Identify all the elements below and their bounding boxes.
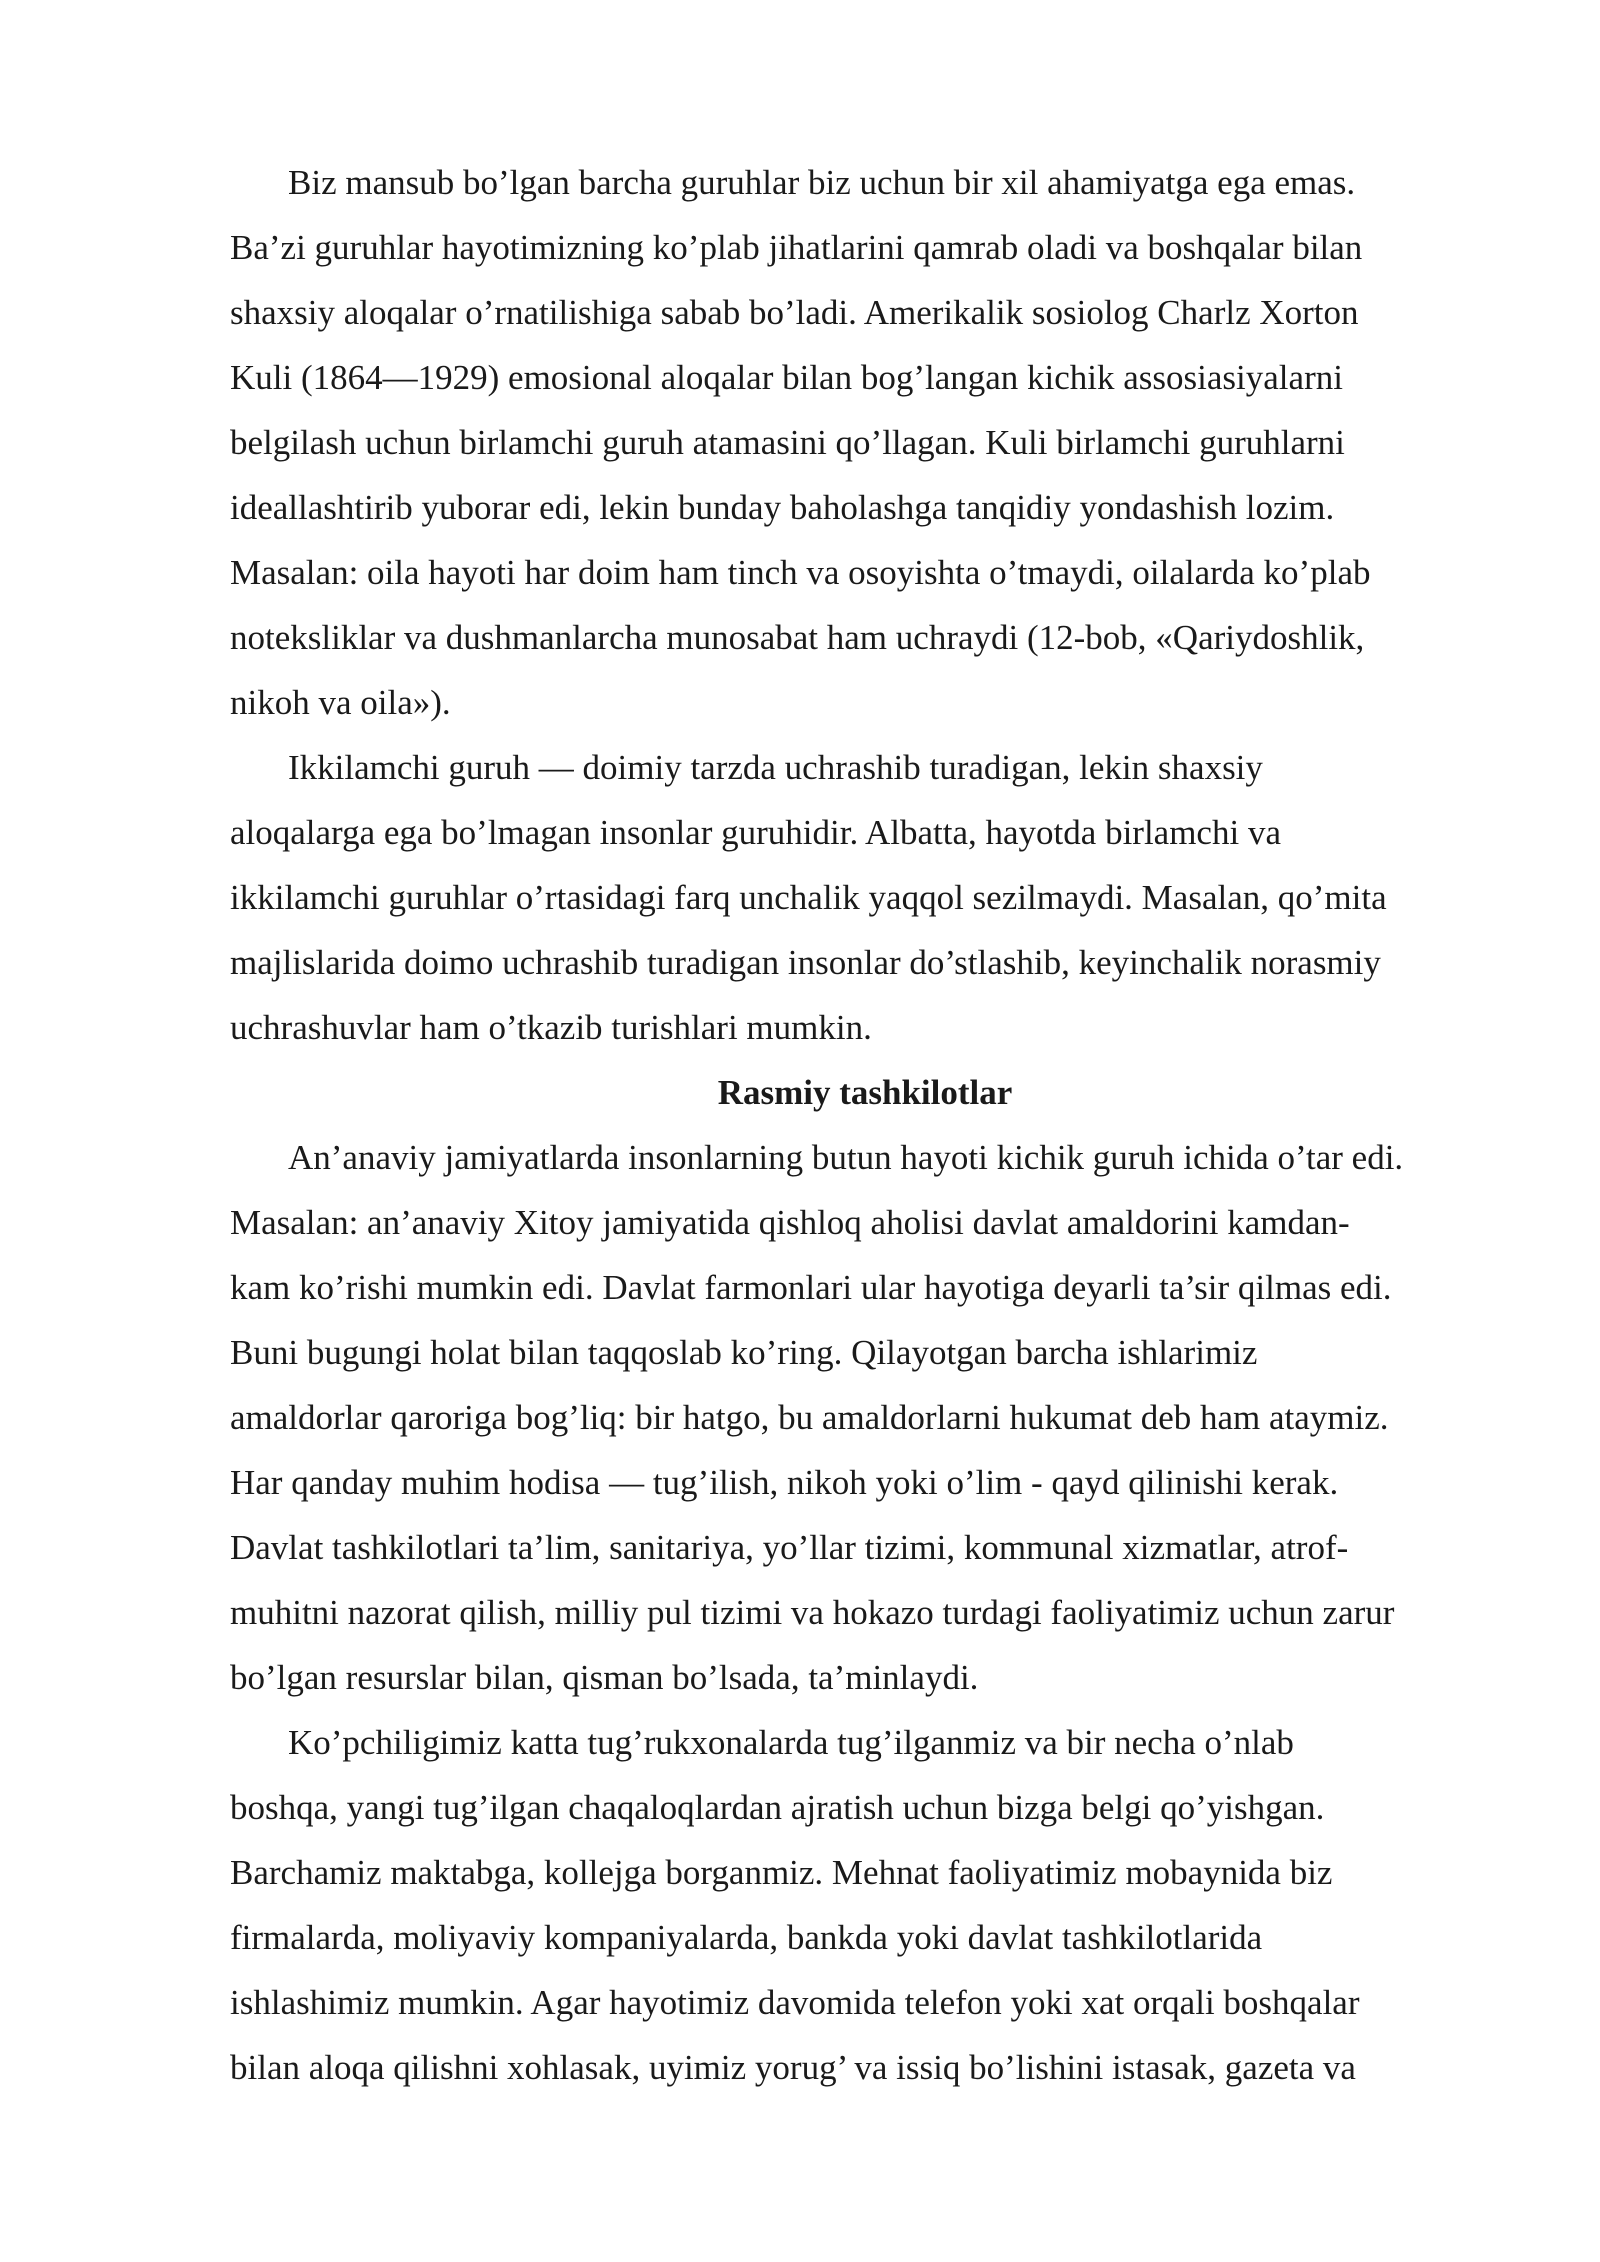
- text-line: Masalan: oila hayoti har doim ham tinch va osoyishta o’tmaydi, oilalarda ko’plab: [230, 553, 1371, 592]
- text-line: Kuli (1864—1929) emosional aloqalar bilan bog’langan kichik assosiasiyalarni: [230, 358, 1343, 397]
- text-line: belgilash uchun birlamchi guruh atamasini qo’llagan. Kuli birlamchi guruhlarni: [230, 423, 1345, 462]
- text-line: boshqa, yangi tug’ilgan chaqaloqlardan ajratish uchun bizga belgi qo’yishgan.: [230, 1788, 1325, 1827]
- document-page: [230, 150, 1500, 2100]
- text-line: Masalan: an’anaviy Xitoy jamiyatida qishloq aholisi davlat amaldorini kamdan-: [230, 1203, 1350, 1242]
- text-line: nikoh va oila»).: [230, 683, 451, 722]
- text-line: amaldorlar qaroriga bog’liq: bir hatgo, bu amaldorlarni hukumat deb ham ataymiz.: [230, 1398, 1389, 1437]
- text-line: ikkilamchi guruhlar o’rtasidagi farq unchalik yaqqol sezilmaydi. Masalan, qo’mita: [230, 878, 1387, 917]
- text-line: muhitni nazorat qilish, milliy pul tizimi va hokazo turdagi faoliyatimiz uchun zarur: [230, 1593, 1395, 1632]
- text-line: Ko’pchiligimiz katta tug’rukxonalarda tug’ilganmiz va bir necha o’nlab: [288, 1723, 1294, 1762]
- text-line: aloqalarga ega bo’lmagan insonlar guruhidir. Albatta, hayotda birlamchi va: [230, 813, 1281, 852]
- text-line: An’anaviy jamiyatlarda insonlarning butun hayoti kichik guruh ichida o’tar edi.: [288, 1138, 1404, 1177]
- text-line: Har qanday muhim hodisa — tug’ilish, nikoh yoki o’lim - qayd qilinishi kerak.: [230, 1463, 1339, 1502]
- text-line: bilan aloqa qilishni xohlasak, uyimiz yorug’ va issiq bo’lishini istasak, gazeta va: [230, 2048, 1356, 2087]
- text-line: Ikkilamchi guruh — doimiy tarzda uchrashib turadigan, lekin shaxsiy: [288, 748, 1263, 787]
- text-line: kam ko’rishi mumkin edi. Davlat farmonlari ular hayotiga deyarli ta’sir qilmas edi.: [230, 1268, 1392, 1307]
- text-line: Biz mansub bo’lgan barcha guruhlar biz uchun bir xil ahamiyatga ega emas.: [288, 163, 1356, 202]
- text-line: shaxsiy aloqalar o’rnatilishiga sabab bo’ladi. Amerikalik sosiolog Charlz Xorton: [230, 293, 1359, 332]
- text-line: uchrashuvlar ham o’tkazib turishlari mumkin.: [230, 1008, 872, 1047]
- text-line: Ba’zi guruhlar hayotimizning ko’plab jihatlarini qamrab oladi va boshqalar bilan: [230, 228, 1363, 267]
- text-line: Buni bugungi holat bilan taqqoslab ko’ring. Qilayotgan barcha ishlarimiz: [230, 1333, 1258, 1372]
- text-line: bo’lgan resurslar bilan, qisman bo’lsada, ta’minlaydi.: [230, 1658, 979, 1697]
- text-line: firmalarda, moliyaviy kompaniyalarda, bankda yoki davlat tashkilotlarida: [230, 1918, 1263, 1957]
- text-line: ideallashtirib yuborar edi, lekin bunday baholashga tanqidiy yondashish lozim.: [230, 488, 1335, 527]
- text-line: Barchamiz maktabga, kollejga borganmiz. Mehnat faoliyatimiz mobaynida biz: [230, 1853, 1333, 1892]
- section-heading: Rasmiy tashkilotlar: [717, 1073, 1013, 1112]
- text-line: ishlashimiz mumkin. Agar hayotimiz davomida telefon yoki xat orqali boshqalar: [230, 1983, 1360, 2022]
- text-line: Davlat tashkilotlari ta’lim, sanitariya, yo’llar tizimi, kommunal xizmatlar, atrof-: [230, 1528, 1349, 1567]
- paragraph: [230, 1125, 1500, 1710]
- text-line: majlislarida doimo uchrashib turadigan insonlar do’stlashib, keyinchalik norasmiy: [230, 943, 1381, 982]
- text-line: noteksliklar va dushmanlarcha munosabat ham uchraydi (12-bob, «Qariydoshlik,: [230, 618, 1365, 657]
- paragraph: [230, 1710, 1500, 2100]
- paragraph: [230, 735, 1500, 1060]
- paragraph: [230, 150, 1500, 735]
